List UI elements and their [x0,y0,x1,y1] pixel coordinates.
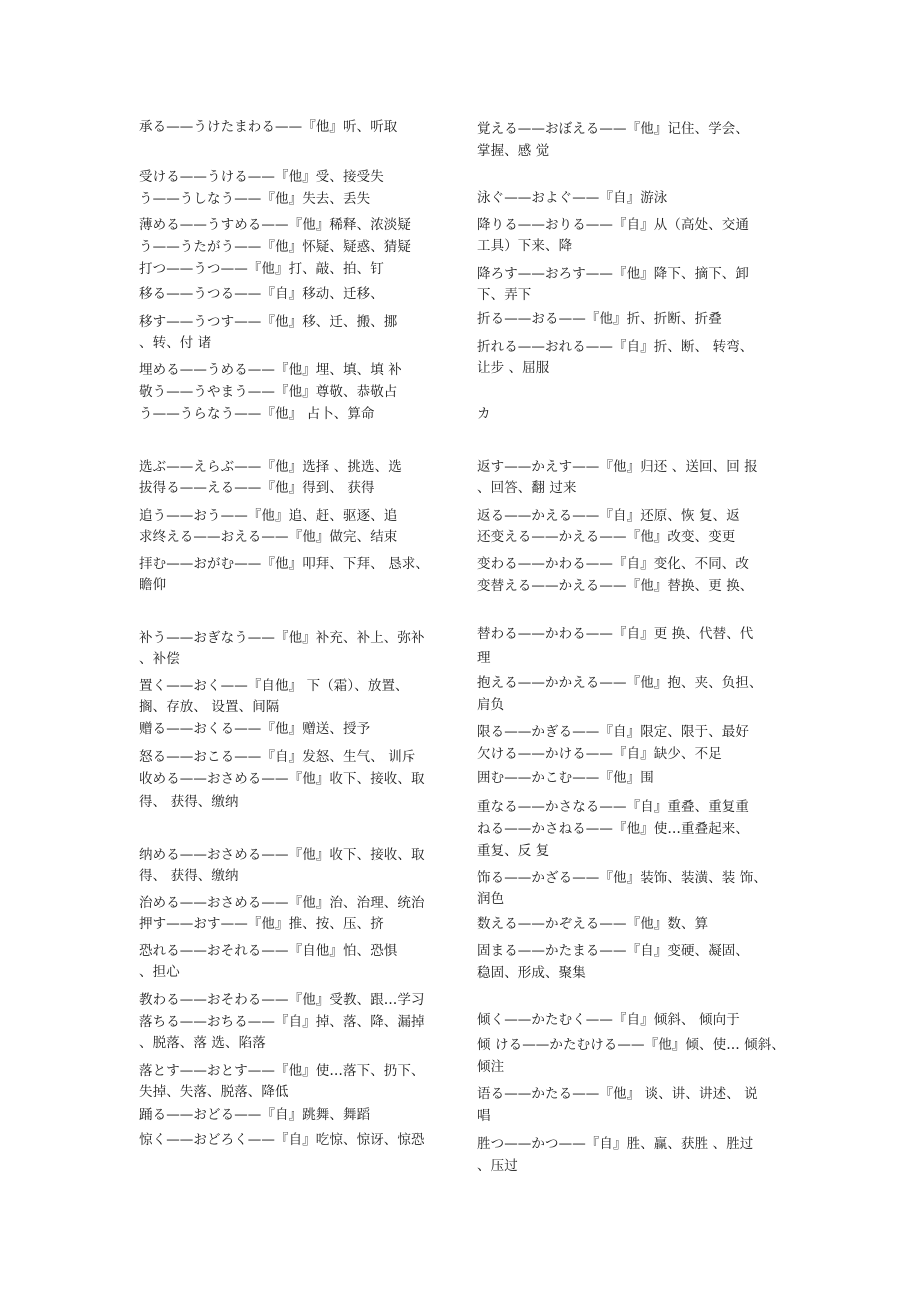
vocab-line: 、脱落、落 选、陷落 [139,1035,266,1051]
vocab-line: 移る——うつる——『自』移动、迁移、 [139,286,384,302]
vocab-line: 治める——おさめる——『他』治、治理、统治 [139,895,425,911]
vocab-line: 、担心 [139,964,180,980]
vocab-line: 、回答、翻 过来 [477,480,577,496]
vocab-line: う——うしなう——『他』失去、丢失 [139,191,371,207]
vocab-line: 敬う——うやまう——『他』尊敬、恭敬占 [139,384,398,400]
vocab-line: 、补偿 [139,651,180,667]
vocab-line: 得、 获得、缴纳 [139,868,239,884]
vocab-line: 拝む——おがむ——『他』叩拜、下拜、 恳求、 [139,556,429,572]
vocab-line: 选ぶ——えらぶ——『他』选择 、挑选、选 [139,459,402,475]
vocab-line: 、压过 [477,1158,518,1174]
vocab-line: 拔得る——える——『他』得到、 获得 [139,480,375,496]
vocab-line: 收める——おさめる——『他』收下、接收、取 [139,771,425,787]
vocab-line: 移す——うつす——『他』移、迁、搬、挪 [139,314,398,330]
vocab-line: 让步 、屈服 [477,360,550,376]
vocab-line: 重复、反 复 [477,843,550,859]
vocab-line: 变わる——かわる——『自』变化、不同、改 [477,556,749,572]
vocab-line: 受ける——うける——『他』受、接受失 [139,169,384,185]
vocab-line: 置く——おく——『自他』 下（霜）、放置、 [139,678,409,694]
vocab-line: 理 [477,650,491,666]
vocab-line: 折れる——おれる——『自』折、断、 转弯、 [477,339,754,355]
vocab-line: 踊る——おどる——『自』跳舞、舞蹈 [139,1107,371,1123]
vocab-line: 润色 [477,891,505,907]
vocab-line: 覚える——おぼえる——『他』记住、学会、 [477,121,749,137]
vocab-line: 还变える——かえる——『他』改变、变更 [477,529,736,545]
vocab-line: 埋める——うめる——『他』埋、填、填 补 [139,362,402,378]
vocab-line: 唱 [477,1108,491,1124]
vocab-line: 肩负 [477,697,505,713]
vocab-line: 重なる——かさなる——『自』重叠、重复重 [477,799,749,815]
vocab-line: 搁、存放、 设置、间隔 [139,699,280,715]
vocab-line: 瞻仰 [139,577,167,593]
vocab-line: 胜つ——かつ——『自』胜、赢、获胜 、胜过 [477,1136,754,1152]
vocab-line: 下、弄下 [477,287,532,303]
vocab-line: 数える——かぞえる——『他』数、算 [477,916,709,932]
vocab-line: カ [477,406,491,422]
vocab-line: 欠ける——かける——『自』缺少、不足 [477,746,722,762]
vocab-line: 限る——かぎる——『自』限定、限于、最好 [477,724,749,740]
vocab-line: 折る——おる——『他』折、折断、折叠 [477,311,722,327]
vocab-line: 工具）下来、降 [477,238,573,254]
vocab-line: 掌握、感 觉 [477,143,550,159]
vocab-line: 押す——おす——『他』推、按、压、挤 [139,916,384,932]
vocab-line: 怒る——おこる——『自』发怒、生气、 训斥 [139,749,416,765]
vocab-line: 求终える——おえる——『他』做完、结束 [139,529,398,545]
vocab-line: 得、 获得、缴纳 [139,794,239,810]
vocab-line: 降りる——おりる——『自』从（高处、交通 [477,217,749,233]
vocab-line: 惊く——おどろく——『自』吃惊、惊讶、惊恐 [139,1132,425,1148]
vocab-line: ねる——かさねる——『他』使…重叠起来、 [477,821,749,837]
vocab-line: 语る——かたる——『他』 谈、讲、讲述、 说 [477,1086,758,1102]
vocab-line: 追う——おう——『他』追、赶、驱逐、追 [139,508,398,524]
vocab-line: 恐れる——おそれる——『自他』怕、恐惧 [139,943,398,959]
vocab-line: 倾く——かたむく——『自』倾斜、 倾向于 [477,1012,740,1028]
vocab-line: 降ろす——おろす——『他』降下、摘下、卸 [477,266,749,282]
vocab-line: 返す——かえす——『他』归还 、送回、回 报 [477,459,758,475]
vocab-line: 倾 ける——かたむける——『他』倾、使… 倾斜、 [477,1037,785,1053]
vocab-line: 补う——おぎなう——『他』补充、补上、弥补 [139,630,425,646]
vocab-line: 纳める——おさめる——『他』收下、接收、取 [139,847,425,863]
vocab-line: 倾注 [477,1059,505,1075]
vocab-line: 落とす——おとす——『他』使…落下、扔下、 [139,1063,425,1079]
vocab-line: 饰る——かざる——『他』装饰、装潢、装 饰、 [477,870,767,886]
vocab-line: 落ちる——おちる——『自』掉、落、降、漏掉 [139,1014,425,1030]
vocab-line: 打つ——うつ——『他』打、敲、拍、钉 [139,261,384,277]
vocab-line: 赠る——おくる——『他』赠送、授予 [139,721,371,737]
vocab-line: 失掉、失落、脱落、降低 [139,1084,289,1100]
vocab-line: 泳ぐ——およぐ——『自』游泳 [477,190,668,206]
vocab-line: 薄める——うすめる——『他』稀释、浓淡疑 [139,217,411,233]
vocab-line: 、转、付 诸 [139,335,212,351]
vocab-line: う——うらなう——『他』 占卜、算命 [139,406,375,422]
vocab-line: 稳固、形成、聚集 [477,965,586,981]
vocab-line: 承る——うけたまわる——『他』听、听取 [139,119,398,135]
vocab-line: 抱える——かかえる——『他』抱、夹、负担、 [477,675,763,691]
vocab-line: 固まる——かたまる——『自』变硬、凝固、 [477,943,749,959]
vocab-line: 变替える——かえる——『他』替换、更 换、 [477,578,754,594]
vocab-line: う——うたがう——『他』怀疑、疑惑、猜疑 [139,239,411,255]
vocab-line: 教わる——おそわる——『他』受教、跟…学习 [139,992,425,1008]
vocab-line: 替わる——かわる——『自』更 换、代替、代 [477,626,754,642]
vocab-line: 囲む——かこむ——『他』围 [477,770,654,786]
vocab-line: 返る——かえる——『自』还原、恢 复、返 [477,508,740,524]
